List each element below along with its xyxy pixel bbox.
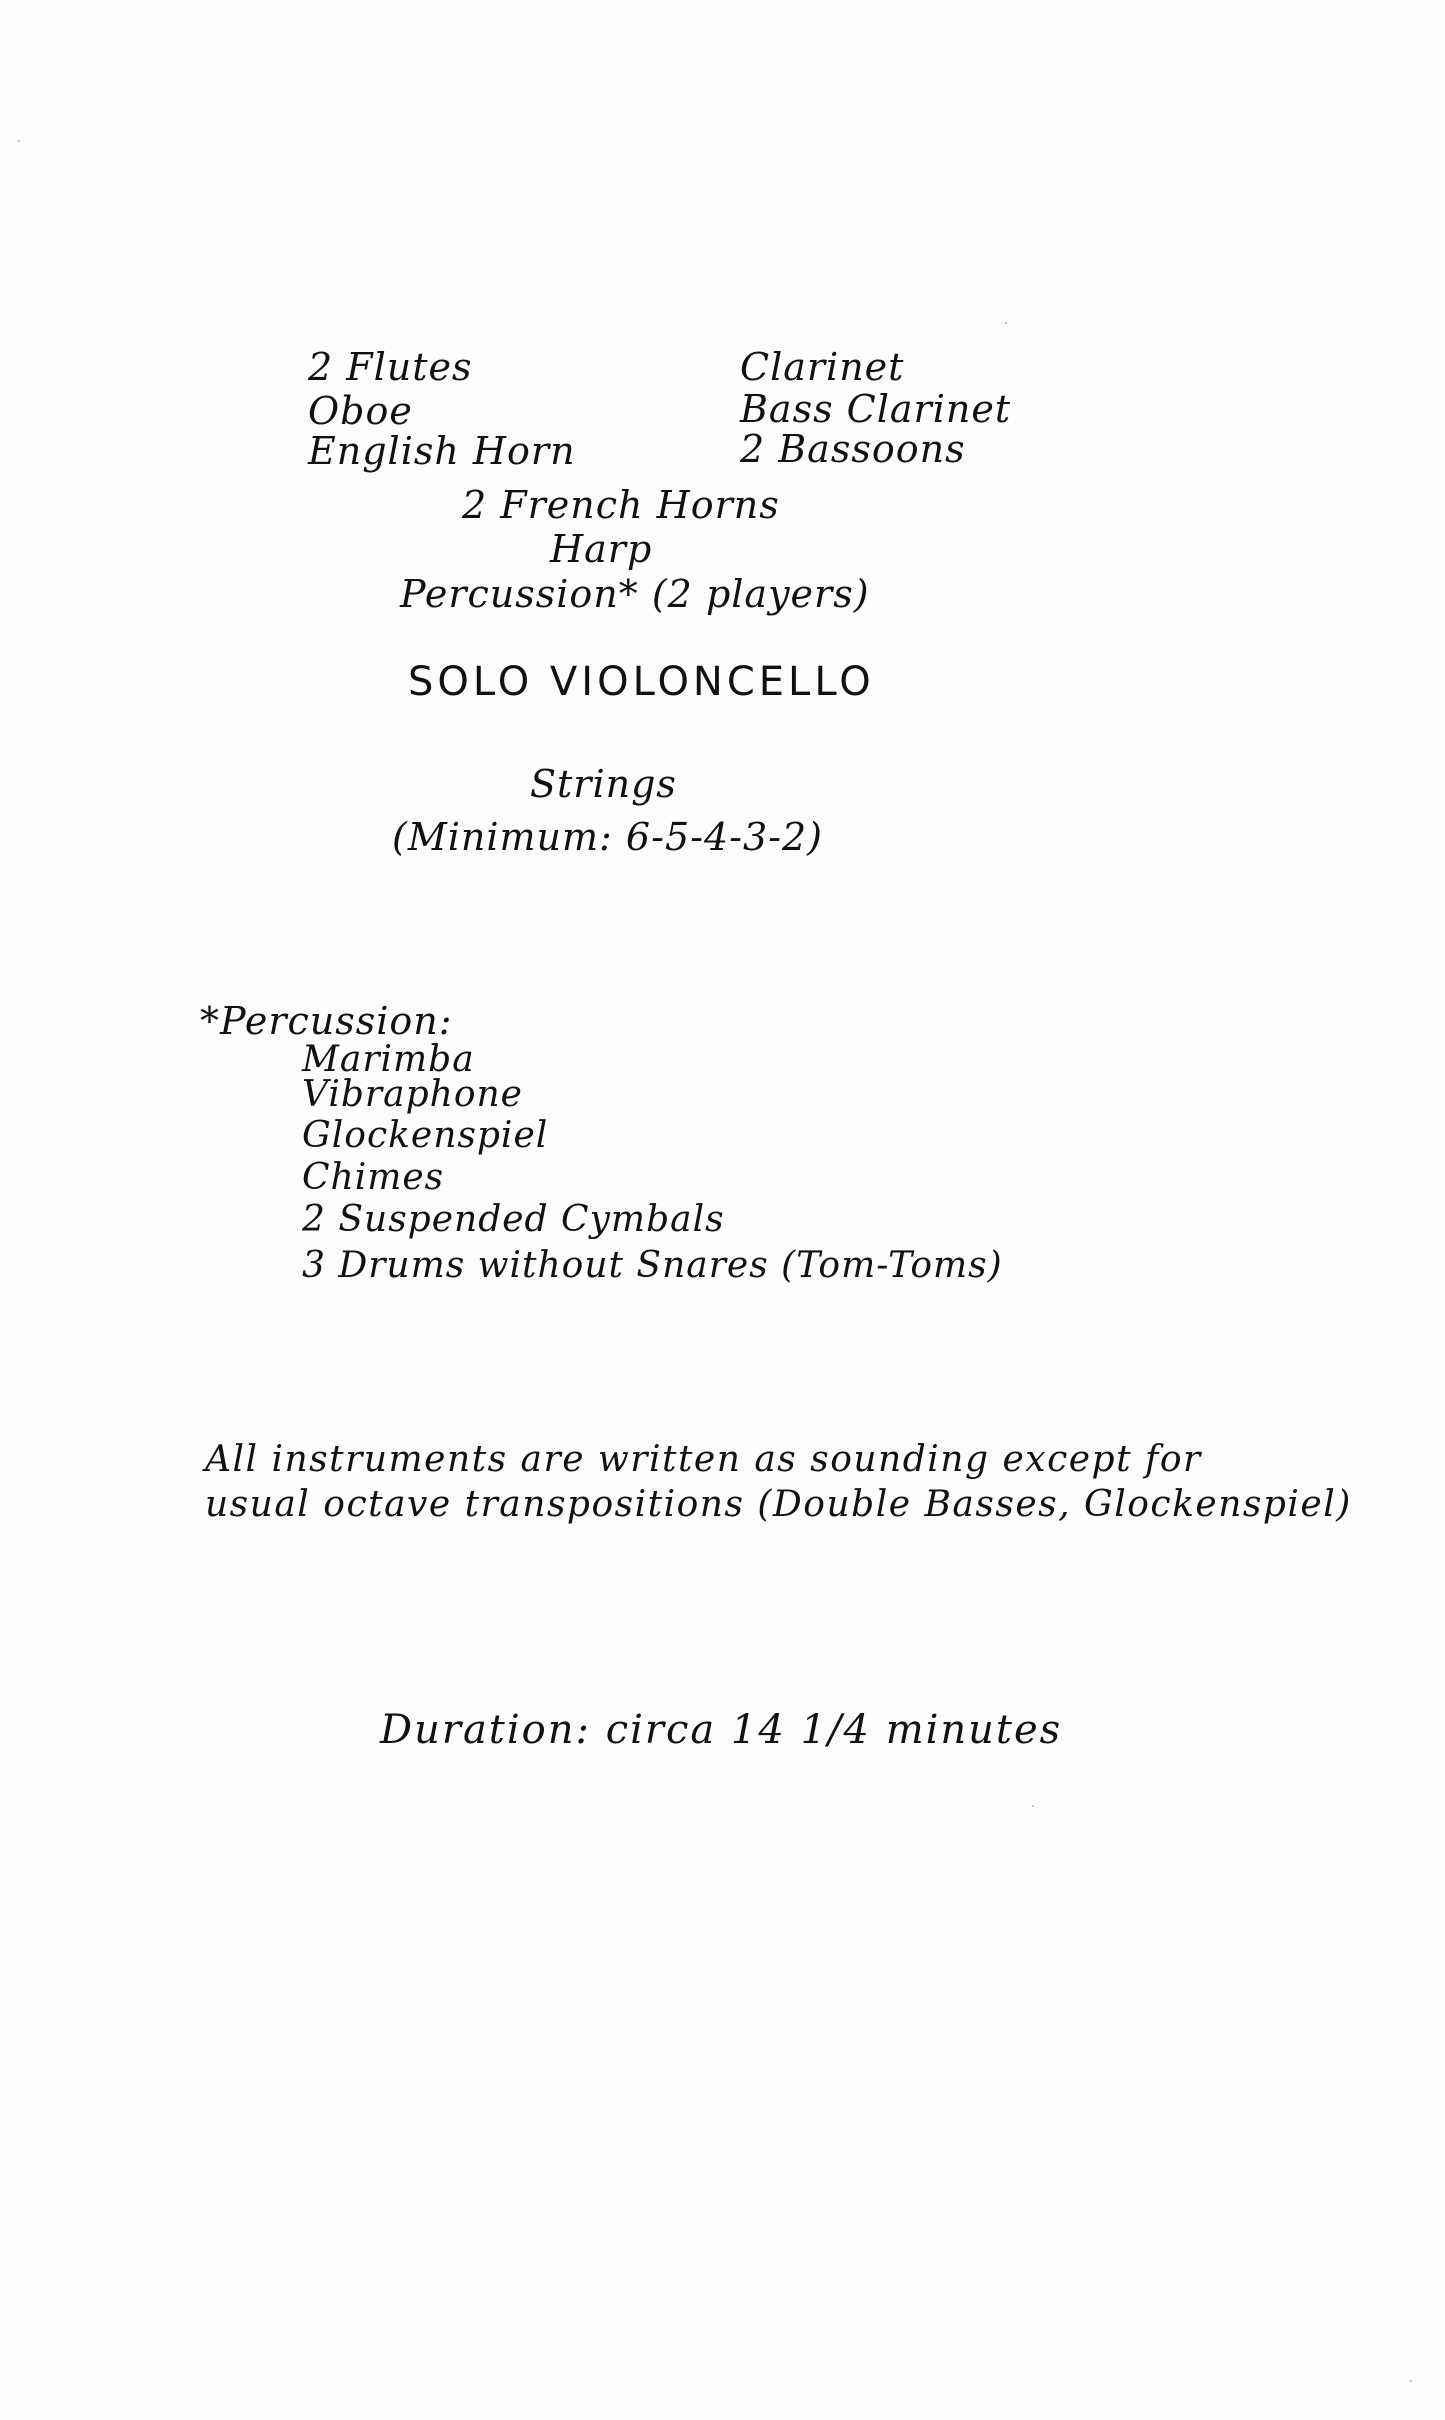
english-horn-line: English Horn: [308, 429, 576, 473]
percussion-item: Chimes: [302, 1157, 445, 1198]
clarinet-line: Clarinet: [740, 345, 905, 389]
flutes-line: 2 Flutes: [308, 345, 473, 389]
bass-clarinet-line: Bass Clarinet: [740, 387, 1012, 431]
paper-speck: [18, 140, 20, 142]
harp-line: Harp: [550, 527, 653, 571]
percussion-item: Marimba: [302, 1039, 475, 1080]
transposition-note-line2: usual octave transpositions (Double Basses, Glockenspiel): [205, 1484, 1352, 1525]
paper-speck: [1410, 2380, 1412, 2382]
strings-minimum-line: (Minimum: 6-5-4-3-2): [392, 815, 824, 859]
duration-line: Duration: circa 14 1/4 minutes: [380, 1707, 1063, 1753]
paper-speck: [1032, 1805, 1034, 1807]
oboe-line: Oboe: [308, 389, 413, 433]
solo-violoncello-heading: SOLO VIOLONCELLO: [408, 659, 875, 705]
strings-line: Strings: [530, 762, 677, 806]
percussion-players-line: Percussion* (2 players): [400, 572, 870, 616]
percussion-item: Glockenspiel: [302, 1115, 549, 1156]
paper-speck: [1005, 322, 1007, 324]
transposition-note-line1: All instruments are written as sounding except for: [205, 1439, 1202, 1480]
percussion-item: 3 Drums without Snares (Tom-Toms): [302, 1245, 1003, 1286]
percussion-item: Vibraphone: [302, 1074, 523, 1115]
french-horns-line: 2 French Horns: [462, 483, 780, 527]
bassoons-line: 2 Bassoons: [740, 427, 966, 471]
percussion-list-heading: *Percussion:: [200, 999, 453, 1043]
percussion-item: 2 Suspended Cymbals: [302, 1199, 725, 1240]
